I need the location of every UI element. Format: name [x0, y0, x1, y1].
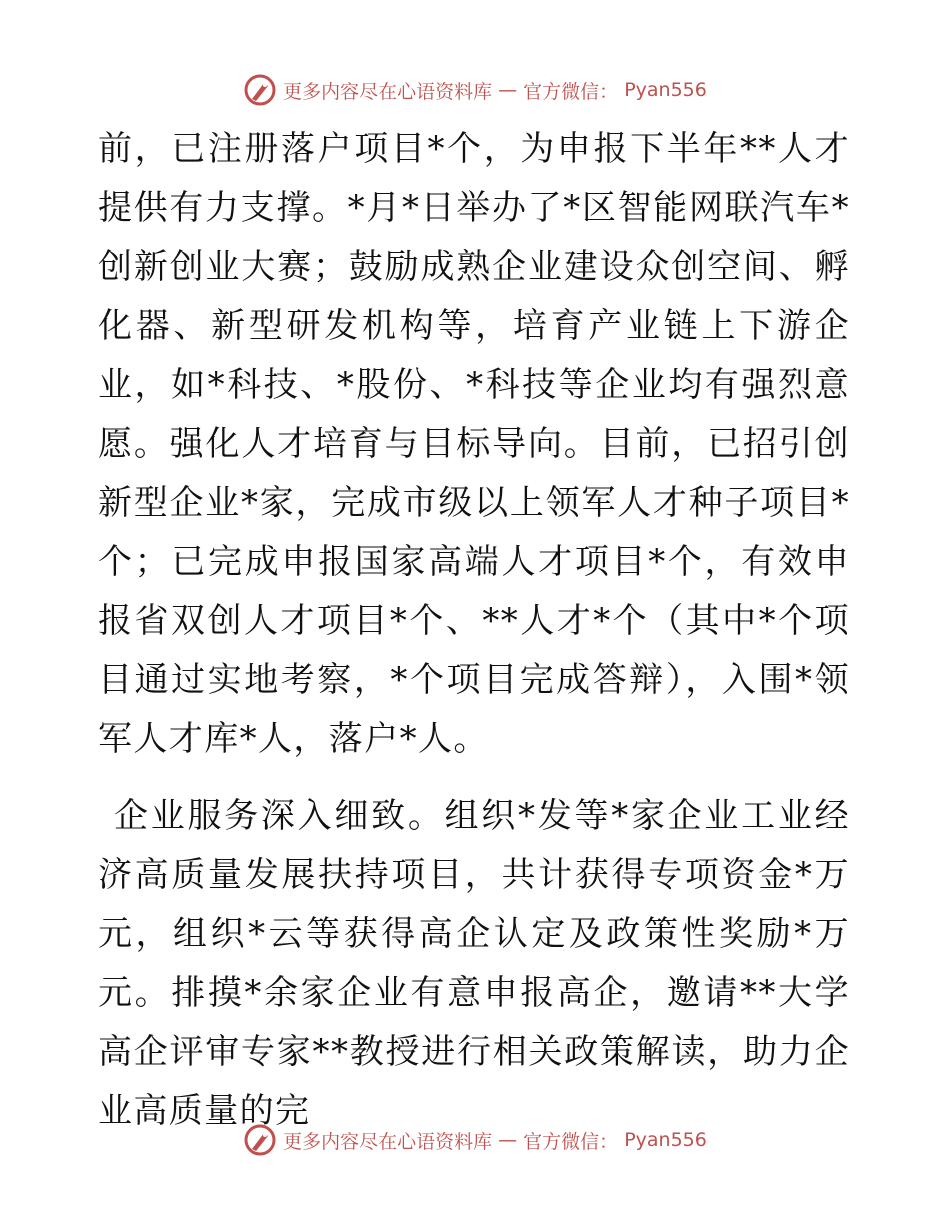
footer-watermark	[0, 1120, 950, 1160]
paragraph-talent: 前，已注册落户项目*个，为申报下半年**人才提供有力支撑。*月*日举办了*区智能网联汽车*创新创业大赛；鼓励成熟企业建设众创空间、孵化器、新型研发机构等，培育产业链上下游企业，如*科技、*股份、*科技等企业均有强烈意愿。强化人才培育与目标导向。目前，已招引创新型企业*家，完成市级以上领军人才种子项目*个；已完成申报国家高端人才项目*个，有效申报省双创人才项目*个、**人才*个（其中*个项目通过实地考察，*个项目完成答辩），入围*领军人才库*人，落户*人。	[98, 129, 850, 759]
watermark-wechat-label: 官方微信：	[523, 1130, 619, 1153]
pen-nib-logo-icon	[243, 73, 277, 107]
watermark-separator: —	[498, 1129, 518, 1151]
watermark-main-text: 更多内容尽在心语资料库	[283, 1130, 493, 1153]
pen-nib-logo-icon	[243, 1123, 277, 1157]
document-body	[98, 120, 850, 1141]
paragraph-enterprise-service: 企业服务深入细致。组织*发等*家企业工业经济高质量发展扶持项目，共计获得专项资金*万元，组织*云等获得高企认定及政策性奖励*万元。排摸*余家企业有意申报高企，邀请**大学高企评审专家**教授进行相关政策解读，助力企业高质量的完	[98, 796, 850, 1131]
watermark-separator: —	[498, 79, 518, 101]
watermark-wechat-id: Pyan556	[624, 1129, 707, 1151]
header-watermark	[0, 70, 950, 110]
watermark-main-text: 更多内容尽在心语资料库	[283, 80, 493, 103]
watermark-wechat-label: 官方微信：	[523, 80, 619, 103]
watermark-wechat-id: Pyan556	[624, 79, 707, 101]
